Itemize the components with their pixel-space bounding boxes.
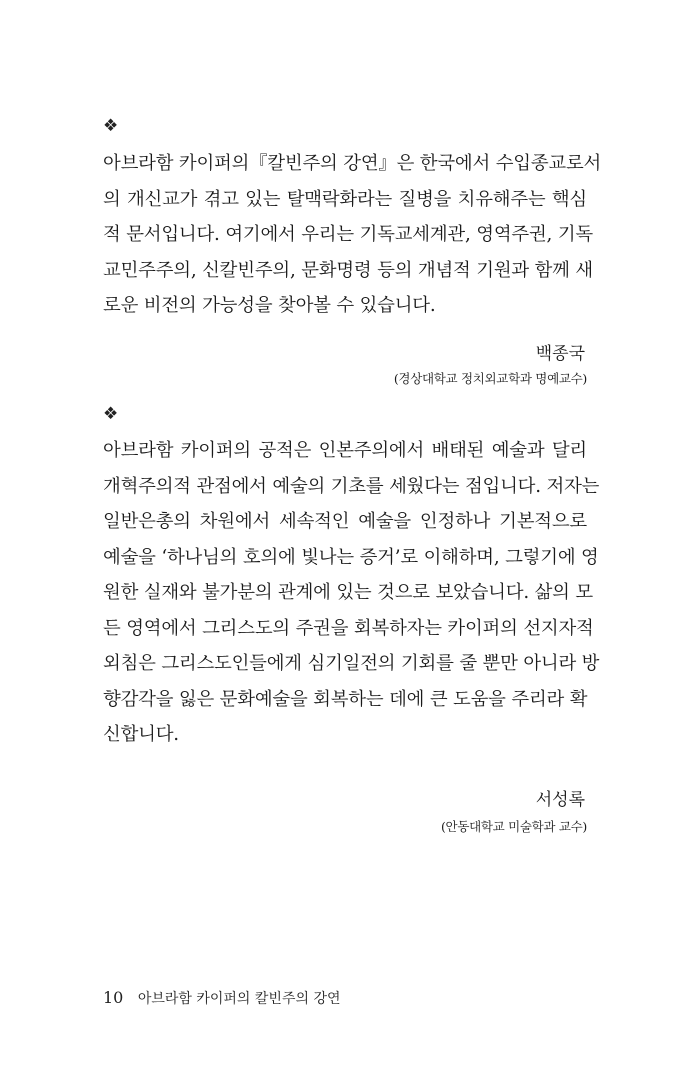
text-line: 예술을 ‘하나님의 호의에 빛나는 증거’로 이해하며, 그렇기에 영 [103, 546, 599, 568]
text-line: 로운 비전의 가능성을 찾아볼 수 있습니다. [103, 295, 436, 316]
endorser-1-affiliation: (경상대학교 정치외교학과 명예교수) [393, 371, 587, 386]
text-line: 일반은총의 차원에서 세속적인 예술을 인정하나 기본적으로 [103, 511, 587, 532]
page-number: 10 [103, 988, 124, 1007]
text-line: 외침은 그리스도인들에게 심기일전의 기회를 줄 뿐만 아니라 방 [103, 653, 600, 674]
text-line: 원한 실재와 불가분의 관계에 있는 것으로 보았습니다. 삶의 모 [103, 582, 593, 603]
text-line: 교민주주의, 신칼빈주의, 문화명령 등의 개념적 기원과 함께 새 [103, 259, 593, 281]
text-line: 개혁주의적 관점에서 예술의 기초를 세웠다는 점입니다. 저자는 [103, 475, 600, 497]
text-line: 아브라함 카이퍼의 공적은 인본주의에서 배태된 예술과 달리 [103, 440, 587, 461]
text-line: 든 영역에서 그리스도의 주권을 회복하자는 카이퍼의 선지자적 [103, 617, 594, 639]
text-line: 향감각을 잃은 문화예술을 회복하는 데에 큰 도움을 주리라 확 [103, 688, 588, 710]
text-line: 신합니다. [103, 724, 179, 745]
endorser-1-name: 백종국 [535, 344, 585, 364]
endorsement-2-text [103, 433, 600, 753]
text-line: 아브라함 카이퍼의『칼빈주의 강연』은 한국에서 수입종교로서 [103, 153, 602, 174]
page-footer [103, 988, 341, 1009]
endorser-2-name: 서성록 [535, 790, 585, 810]
ornament-icon: ❖ [103, 404, 119, 424]
ornament-icon: ❖ [103, 116, 119, 136]
text-line: 의 개신교가 겪고 있는 탈맥락화라는 질병을 치유해주는 핵심 [103, 188, 587, 210]
endorser-2-affiliation: (안동대학교 미술학과 교수) [440, 819, 587, 834]
text-line: 적 문서입니다. 여기에서 우리는 기독교세계관, 영역주권, 기독 [103, 224, 593, 245]
endorsement-1-text [103, 146, 602, 324]
running-title: 아브라함 카이퍼의 칼빈주의 강연 [137, 991, 341, 1007]
